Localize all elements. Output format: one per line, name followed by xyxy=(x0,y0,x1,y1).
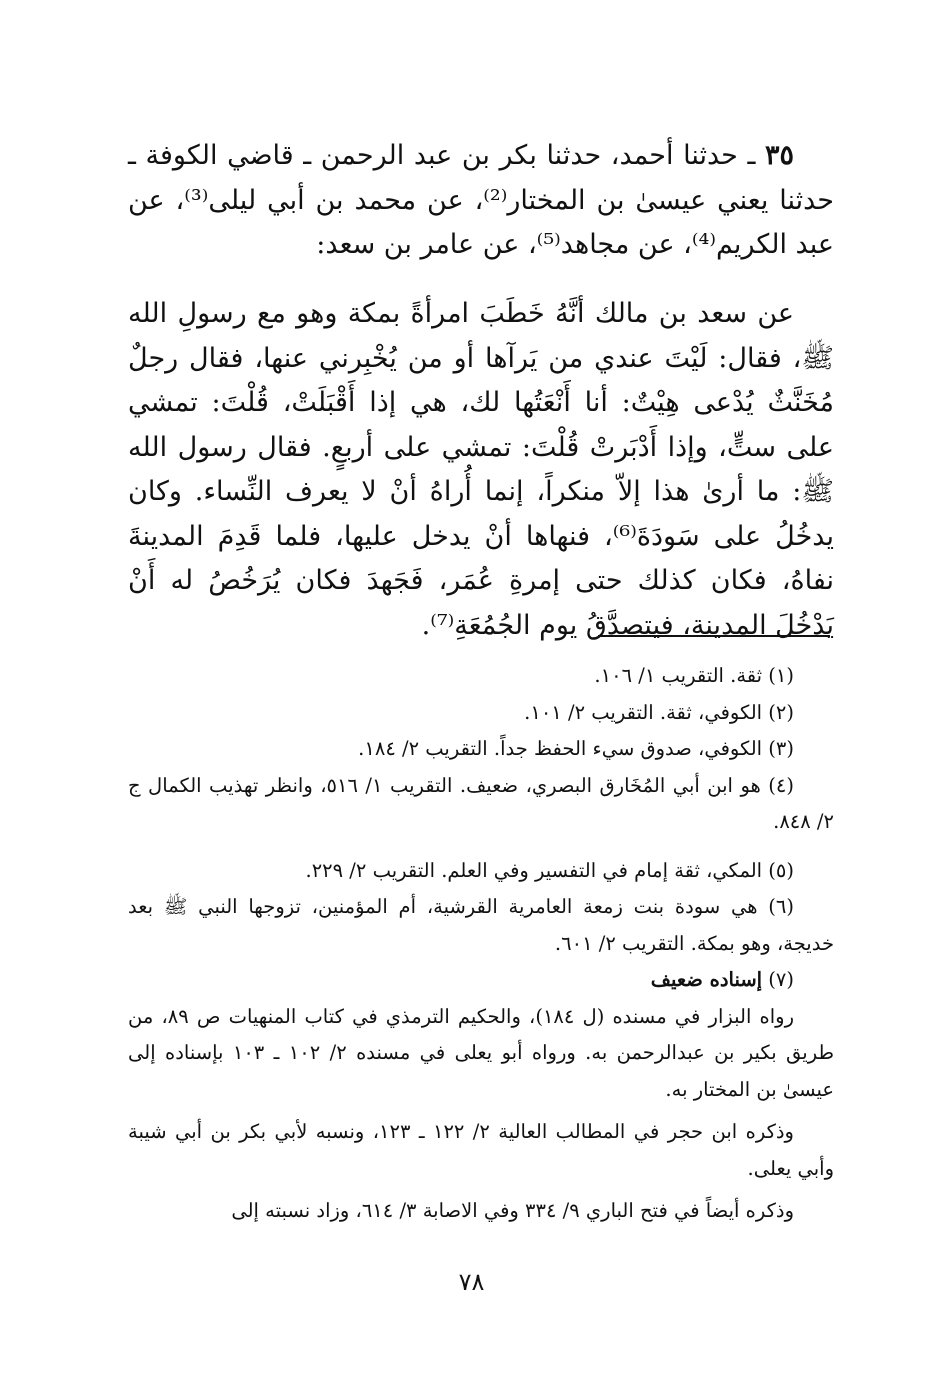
hadith-matn xyxy=(128,292,834,648)
footnotes xyxy=(128,658,834,1230)
footnote-7-label: (٧) xyxy=(768,968,794,991)
footnote-separator xyxy=(598,635,830,637)
footnote-2: (٢) الكوفي، ثقة. التقريب ٢/ ١٠١. xyxy=(524,700,794,724)
isnad-text: ـ حدثنا أحمد، حدثنا بكر بن عبد الرحمن ـ قاضي الكوفة ـ حدثنا يعني عيسىٰ بن المختار⁽²⁾، عن محمد بن أبي ليلى⁽³⁾، عن عبد الكريم⁽⁴⁾، عن مجاهد⁽⁵⁾، عن عامر بن سعد: xyxy=(128,140,834,260)
footnote-7-para-2: وذكره ابن حجر في المطالب العالية ٢/ ١٢٢ ـ ١٢٣، ونسبه لأبي بكر بن أبي شيبة وأبي يعلى. xyxy=(128,1120,834,1180)
footnote-1: (١) ثقة. التقريب ١/ ١٠٦. xyxy=(594,664,794,687)
hadith-isnad xyxy=(128,134,834,268)
footnote-7-heading xyxy=(128,962,834,999)
footnote-3: (٣) الكوفي، صدوق سيء الحفظ جداً. التقريب ٢/ ١٨٤. xyxy=(358,737,794,760)
footnote-7-para-3: وذكره أيضاً في فتح الباري ٩/ ٣٣٤ وفي الاصابة ٣/ ٦١٤، وزاد نسبته إلى xyxy=(231,1199,794,1222)
footnote-7-title: إسناده ضعيف xyxy=(650,968,763,991)
page-number: ٧٨ xyxy=(458,1268,485,1296)
footnote-4: (٤) هو ابن أبي المُخَارق البصري، ضعيف. التقريب ١/ ٥١٦، وانظر تهذيب الكمال ج ٢/ ٨٤٨. xyxy=(128,773,834,833)
hadith-number: ٣٥ xyxy=(764,140,794,171)
matn-text: عن سعد بن مالك أنَّهُ خَطَبَ امرأةً بمكة وهو مع رسولِ الله ﷺ، فقال: لَيْتَ عندي من يَرآها أو من يُخْبِرني عنها، فقال رجلٌ مُخَنَّثٌ يُدْعى هِيْتٌ: أنا أَنْعَتُها لك، هي إذا أَقْبَلَتْ، قُلْتَ: تمشي على ستٍّ، وإذا أَدْبَرتْ قُلْتَ: تمشي على أربعٍ. فقال رسول الله ﷺ: ما أرىٰ هذا إلاّ منكراً، إنما أُراهُ أنْ لا يعرف النِّساء. وكان يدخُلُ على سَودَةَ⁽⁶⁾، فنهاها أنْ يدخل عليها، فلما قَدِمَ المدينةَ نفاهُ، فكان كذلك حتى إمرةِ عُمَر، فَجَهدَ فكان يُرَخُصُ له أَنْ يَدْخُلَ المدينة، فيتصدَّقُ يوم الجُمُعَةِ⁽⁷⁾. xyxy=(128,298,834,641)
footnote-7-para-1: رواه البزار في مسنده (ل ١٨٤)، والحكيم الترمذي في كتاب المنهيات ص ٨٩، من طريق بكير بن عبدالرحمن به. ورواه أبو يعلى في مسنده ٢/ ١٠٢ ـ ١٠٣ بإسناده إلى عيسىٰ بن المختار به. xyxy=(128,1004,834,1101)
footnote-5: (٥) المكي، ثقة إمام في التفسير وفي العلم. التقريب ٢/ ٢٢٩. xyxy=(305,858,794,882)
footnote-6: (٦) هي سودة بنت زمعة العامرية القرشية، أم المؤمنين، تزوجها النبي ﷺ بعد خديجة، وهو بمكة. التقريب ٢/ ٦٠١. xyxy=(128,895,834,955)
